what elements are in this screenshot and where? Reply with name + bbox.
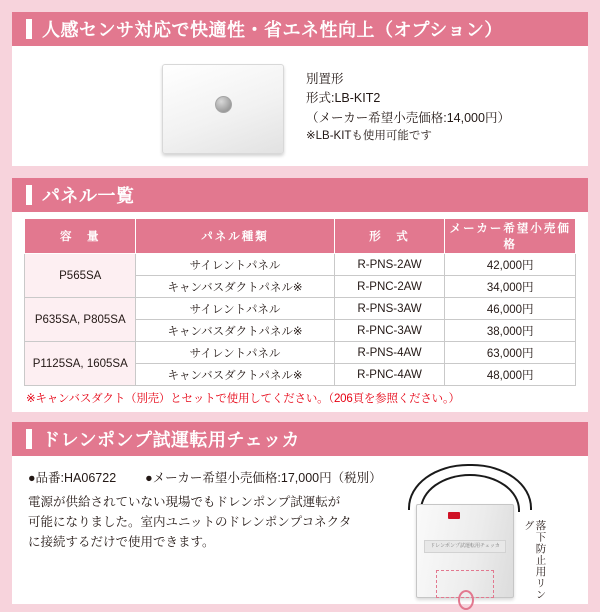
table-row	[25, 298, 576, 320]
th-price: メーカー希望小売価格	[445, 219, 576, 254]
cell-price: 48,000円	[445, 364, 576, 386]
cell-capacity: P565SA	[25, 254, 136, 298]
sensor-lens-icon	[215, 96, 232, 113]
section1-body	[12, 46, 588, 166]
cell-model: R-PNS-2AW	[334, 254, 445, 276]
th-model: 形 式	[334, 219, 445, 254]
section2-title: パネル一覧	[42, 186, 135, 206]
th-capacity: 容 量	[25, 219, 136, 254]
table-row	[25, 342, 576, 364]
product-number: ●品番:HA06722	[28, 471, 117, 485]
compat-note: ※LB-KITも使用可能です	[306, 130, 432, 143]
ring-callout-text: 落下防止用リング	[522, 520, 547, 601]
description-line-3: に接続するだけで使用できます。	[28, 535, 215, 549]
table-header-row	[25, 219, 576, 254]
cell-kind: サイレントパネル	[136, 342, 334, 364]
table-footnote: ※キャンバスダクト（別売）とセットで使用してください。（206頁を参照ください。）	[26, 393, 460, 405]
section-heading-panel-list	[12, 178, 588, 212]
table-row	[25, 254, 576, 276]
cell-price: 63,000円	[445, 342, 576, 364]
section-heading-sensor	[12, 12, 588, 46]
heading-bar-icon	[26, 185, 32, 205]
drain-checker-illustration	[390, 462, 570, 612]
cell-kind: サイレントパネル	[136, 254, 334, 276]
section3-text	[28, 468, 428, 552]
section1-text	[306, 70, 510, 146]
cell-capacity: P1125SA, 1605SA	[25, 342, 136, 386]
section1-title: 人感センサ対応で快適性・省エネ性向上（オプション）	[42, 20, 503, 40]
cell-price: 46,000円	[445, 298, 576, 320]
model-label: 形式:LB-KIT2	[306, 91, 381, 106]
cell-kind: キャンバスダクトパネル※	[136, 364, 334, 386]
section3-body	[12, 456, 588, 604]
led-indicator-icon	[448, 512, 460, 519]
drop-prevention-ring-icon	[458, 590, 474, 610]
device-label: ドレンポンプ試運転用チェッカ	[424, 540, 506, 553]
cell-model: R-PNS-3AW	[334, 298, 445, 320]
cell-model: R-PNS-4AW	[334, 342, 445, 364]
th-kind: パネル種類	[136, 219, 334, 254]
heading-bar-icon	[26, 19, 32, 39]
section3-title: ドレンポンプ試運転用チェッカ	[42, 430, 301, 450]
product-price: ●メーカー希望小売価格:17,000円（税別）	[145, 471, 382, 485]
description-line-2: 可能になりました。室内ユニットのドレンポンプコネクタ	[28, 515, 352, 529]
cell-price: 38,000円	[445, 320, 576, 342]
cell-price: 34,000円	[445, 276, 576, 298]
cell-capacity: P635SA, P805SA	[25, 298, 136, 342]
cell-price: 42,000円	[445, 254, 576, 276]
product-info-line	[28, 468, 428, 488]
sensor-panel-image	[162, 64, 282, 152]
section-heading-drain-checker	[12, 422, 588, 456]
heading-bar-icon	[26, 429, 32, 449]
panel-list-table	[24, 218, 576, 386]
cell-kind: サイレントパネル	[136, 298, 334, 320]
image-caption: 別置形	[306, 72, 344, 86]
description-line-1: 電源が供給されていない現場でもドレンポンプ試運転が	[28, 495, 341, 509]
cell-model: R-PNC-4AW	[334, 364, 445, 386]
price-label: （メーカー希望小売価格:14,000円）	[306, 110, 510, 125]
cell-model: R-PNC-3AW	[334, 320, 445, 342]
cell-kind: キャンバスダクトパネル※	[136, 320, 334, 342]
cell-model: R-PNC-2AW	[334, 276, 445, 298]
section2-body	[12, 212, 588, 412]
cell-kind: キャンバスダクトパネル※	[136, 276, 334, 298]
